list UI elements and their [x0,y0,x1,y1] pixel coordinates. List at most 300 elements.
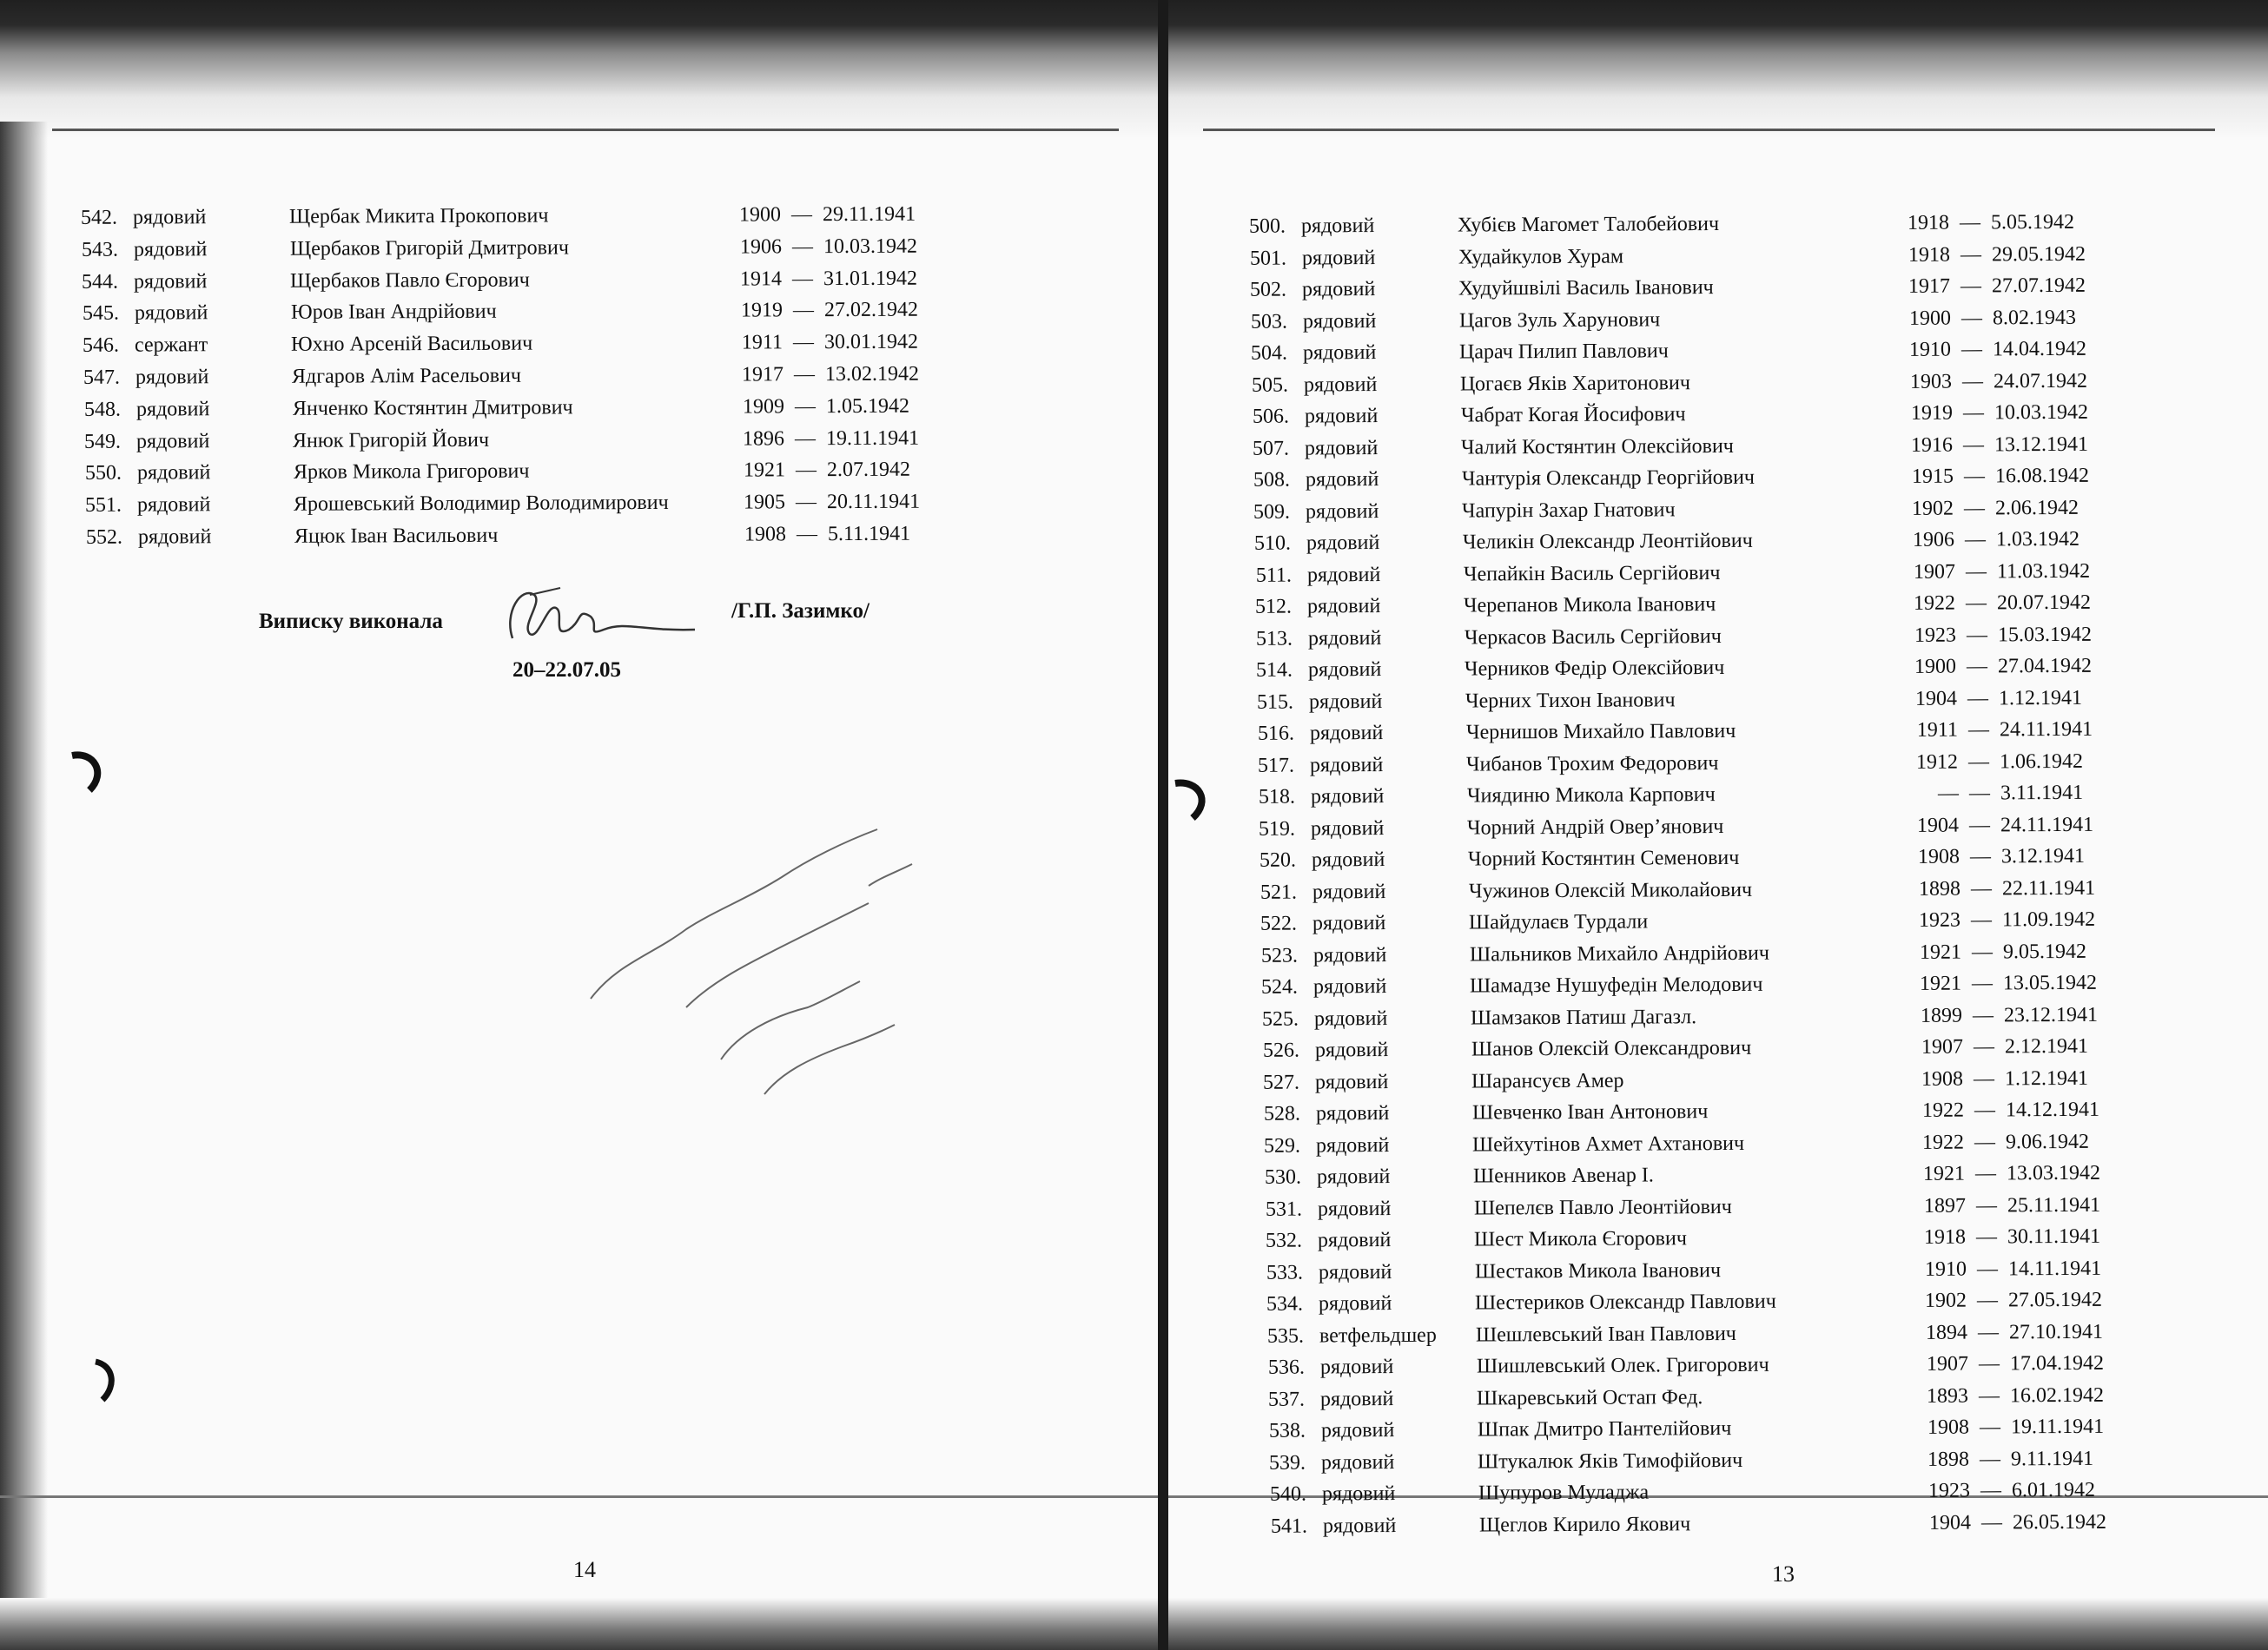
death-date: 29.11.1941 [822,202,916,227]
soldier-name: Ярков Микола Григорович [293,459,530,485]
record-row [1230,1065,2126,1095]
birth-year: 1905 [744,491,786,514]
soldier-name: Янченко Костянтин Дмитрович [292,396,573,420]
record-number: 508. [1253,468,1290,492]
record-row [1219,367,2115,398]
record-number: 502. [1250,278,1287,301]
date-separator: — [792,267,814,290]
record-row [1234,1318,2131,1349]
record-number: 546. [83,333,120,358]
record-number: 541. [1270,1515,1307,1538]
death-date: 25.11.1941 [2007,1193,2100,1217]
scan-shadow-top [1168,0,2268,139]
death-date: 2.07.1942 [826,459,910,482]
record-row [1221,526,2118,557]
military-rank: рядовий [1310,785,1385,808]
record-row [1238,1508,2134,1539]
date-separator: — [1971,908,1993,932]
birth-year: 1917 [1908,274,1951,298]
birth-year: 1911 [742,331,784,354]
record-number: 511. [1255,564,1292,587]
record-row [1235,1350,2132,1381]
record-row [1227,874,2124,905]
soldier-name: Черепанов Микола Іванович [1464,593,1716,617]
date-separator: — [1962,401,1984,425]
record-row [1222,590,2119,620]
birth-year: 1902 [1912,497,1954,520]
soldier-name: Шкаревський Остап Фед. [1477,1385,1703,1410]
birth-year: 1899 [1920,1004,1963,1027]
soldier-name: Шенников Авенар І. [1472,1164,1654,1188]
record-number: 537. [1268,1388,1306,1411]
military-rank: рядовий [1305,468,1379,492]
birth-year: 1903 [1909,370,1953,393]
date-separator: — [1963,465,1985,488]
birth-year: 1907 [1913,560,1955,584]
death-date: 1.06.1942 [2000,749,2084,773]
record-row [50,360,947,391]
record-row [1226,780,2122,810]
military-rank: рядовий [1307,595,1381,618]
record-number: 510. [1253,531,1292,555]
record-number: 503. [1250,310,1287,333]
date-separator: — [1963,432,1985,457]
military-rank: рядовий [1312,880,1385,903]
military-rank: рядовий [1301,246,1375,269]
record-row [1220,399,2116,430]
birth-year: 1915 [1911,465,1954,488]
record-number: 547. [83,366,121,389]
record-row [1217,273,2113,303]
date-separator: — [1966,623,1987,647]
date-separator: — [1980,1479,2002,1502]
date-separator: — [792,299,814,322]
military-rank: рядовий [1318,1260,1392,1284]
death-date: 27.04.1942 [1998,654,2093,678]
death-date: 13.12.1941 [1994,432,2089,456]
date-separator: — [1972,1003,1994,1027]
birth-year: 1908 [1917,845,1961,868]
soldier-name: Чорний Андрій Овер’янович [1467,815,1724,840]
death-date: 19.11.1941 [826,426,920,450]
birth-year: 1904 [1914,687,1958,710]
record-number: 524. [1261,975,1299,999]
soldier-name: Черкасов Василь Сергійович [1464,624,1722,650]
record-number: 507. [1253,437,1290,460]
record-number: 543. [81,238,118,261]
record-number: 542. [80,206,118,229]
death-date: 17.04.1942 [2009,1351,2104,1376]
soldier-name: Чорний Костянтин Семенович [1467,846,1740,871]
scan-shadow-left [0,122,48,1598]
record-row [1227,907,2124,937]
death-date: 16.08.1942 [1994,464,2089,488]
date-separator: — [1971,940,1993,964]
death-date: 1.12.1941 [2005,1066,2089,1090]
soldier-name: Шейхутінов Ахмет Ахтанович [1472,1132,1745,1157]
soldier-name: Шанов Олексій Олександрович [1471,1036,1751,1061]
date-separator: — [1976,1257,1998,1281]
date-separator: — [1978,1352,2000,1376]
record-row [1229,1001,2126,1032]
date-separator: — [1961,274,1982,298]
death-date: 9.06.1942 [2006,1130,2090,1153]
record-row [1220,431,2116,461]
military-rank: рядовий [135,366,209,389]
date-separator: — [1967,686,1989,710]
date-separator: — [1973,1035,1994,1059]
date-separator: — [1961,338,1983,361]
death-date: 23.12.1941 [2003,1003,2099,1026]
birth-year: 1921 [1919,940,1961,964]
death-date: 14.11.1941 [2007,1257,2101,1280]
record-row [1218,304,2114,334]
birth-year: 1918 [1908,243,1950,267]
record-number: 540. [1269,1482,1307,1506]
birth-year: 1908 [1927,1416,1969,1439]
military-rank: рядовий [1302,278,1376,301]
soldier-name: Чантурія Олександр Георгійович [1461,465,1755,491]
record-number: 506. [1252,405,1289,428]
date-separator: — [1968,782,1990,805]
military-rank: рядовий [136,429,210,453]
soldier-name: Чиядиню Микола Карпович [1466,783,1716,808]
birth-year: 1893 [1927,1384,1969,1408]
military-rank: рядовий [1322,1514,1396,1537]
military-rank: рядовий [137,493,211,517]
record-number: 531. [1265,1198,1302,1221]
signature-date: 20–22.07.05 [512,658,621,682]
record-row [1224,684,2120,715]
soldier-name: Шестаков Микола Іванович [1474,1258,1721,1284]
date-separator: — [794,394,816,419]
birth-year: 1907 [1921,1035,1963,1059]
right-page [1168,0,2268,1650]
birth-year: 1919 [1910,401,1953,425]
soldier-name: Шепелєв Павло Леонтійович [1473,1195,1732,1220]
death-date: 11.03.1942 [1996,559,2090,583]
record-number: 509. [1253,500,1291,524]
date-separator: — [791,234,813,259]
death-date: 2.06.1942 [1995,496,2080,519]
record-row [53,520,949,551]
date-separator: — [1979,1383,2000,1408]
soldier-name: Шевченко Іван Антонович [1471,1100,1709,1125]
record-number: 529. [1264,1134,1301,1158]
soldier-name: Черников Федір Олексійович [1465,656,1725,681]
punch-hole-mark [68,747,111,799]
military-rank: рядовий [1306,499,1379,523]
military-rank: рядовий [134,301,208,325]
record-row [1230,1033,2126,1064]
record-row [1220,494,2117,525]
death-date: 20.07.1942 [1997,591,2092,615]
military-rank: рядовий [1321,1482,1396,1506]
military-rank: рядовий [1303,341,1377,365]
record-row [1232,1160,2128,1191]
birth-year: 1906 [739,235,782,259]
death-date: 31.01.1942 [823,267,918,290]
record-number: 550. [84,462,122,485]
birth-year: — [1937,782,1959,805]
death-date: 1.12.1941 [1998,686,2083,710]
record-number: 518. [1258,785,1295,808]
record-row [52,489,949,519]
date-separator: — [1974,1099,1995,1122]
death-date: 5.05.1942 [1990,210,2075,234]
record-row [1231,1128,2127,1158]
military-rank: ветфельдшер [1319,1323,1437,1347]
death-date: 13.02.1942 [824,362,920,386]
soldier-name: Штукалюк Яків Тимофійович [1478,1449,1743,1474]
soldier-name: Царач Пилип Павлович [1459,340,1670,364]
record-number: 523. [1260,944,1298,967]
date-separator: — [795,459,817,482]
record-number: 552. [85,525,123,549]
military-rank: рядовий [1308,658,1382,682]
soldier-name: Юхно Арсеній Васильович [291,332,533,356]
birth-year: 1910 [1924,1257,1967,1281]
death-date: 27.10.1941 [2008,1320,2104,1343]
date-separator: — [1969,813,1991,837]
date-separator: — [1974,1162,1997,1185]
military-rank: рядовий [1302,309,1377,333]
date-separator: — [1960,242,1981,267]
record-number: 532. [1266,1229,1303,1252]
signatory-name: /Г.П. Зазимко/ [731,599,870,623]
record-number: 528. [1263,1102,1300,1125]
birth-year: 1900 [738,203,782,227]
military-rank: рядовий [1311,848,1385,872]
soldier-name: Худайкулов Хурам [1458,245,1623,269]
death-date: 24.11.1941 [1999,717,2093,742]
death-date: 8.02.1943 [1992,306,2076,329]
military-rank: рядовий [1320,1387,1394,1410]
military-rank: рядовий [1313,943,1387,967]
death-date: 26.05.1942 [2012,1510,2106,1534]
record-row [1217,241,2113,271]
record-number: 539. [1269,1451,1306,1475]
birth-year: 1921 [1920,972,1962,995]
record-row [1227,843,2123,874]
military-rank: рядовий [1321,1450,1395,1474]
death-date: 19.11.1941 [2010,1415,2104,1439]
military-rank: сержант [135,333,208,357]
military-rank: рядовий [1319,1292,1392,1316]
death-date: 29.05.1942 [1991,242,2086,266]
date-separator: — [1979,1416,2000,1439]
record-number: 514. [1256,658,1293,682]
record-number: 538. [1268,1419,1306,1442]
record-row [50,329,946,360]
page-number: 14 [573,1557,596,1582]
soldier-name: Хубієв Магомет Талобейович [1457,212,1720,237]
military-rank: рядовий [132,206,207,229]
birth-year: 1908 [744,523,787,546]
military-rank: рядовий [1316,1165,1391,1189]
death-date: 27.05.1942 [2008,1288,2103,1312]
military-rank: рядовий [1318,1229,1392,1252]
death-date: 10.03.1942 [823,234,917,258]
birth-year: 1910 [1909,338,1952,361]
soldier-name: Шешлевський Іван Павлович [1475,1322,1736,1347]
soldier-name: Шестериков Олександр Павлович [1475,1290,1777,1315]
soldier-name: Ядгаров Алім Расельович [291,364,522,388]
birth-year: 1907 [1926,1352,1968,1376]
date-separator: — [1966,591,1987,615]
death-date: 22.11.1941 [2001,876,2095,900]
military-rank: рядовий [1300,214,1375,238]
soldier-name: Шарансуєв Амер [1471,1069,1624,1093]
record-number: 504. [1251,341,1288,365]
record-row [1216,209,2113,240]
date-separator: — [1967,718,1989,742]
date-separator: — [1970,876,1992,901]
record-number: 500. [1248,214,1286,238]
date-separator: — [1976,1225,1998,1249]
death-date: 11.09.1942 [2002,908,2096,932]
scan-shadow-bottom [0,1598,1160,1650]
date-separator: — [1980,1447,2001,1471]
birth-year: 1914 [740,267,783,291]
record-number: 533. [1266,1261,1303,1284]
military-rank: рядовий [1317,1197,1391,1220]
death-date: 9.05.1942 [2002,940,2086,963]
date-separator: — [795,426,817,450]
record-row [48,201,944,231]
birth-year: 1922 [1921,1099,1964,1122]
soldier-name: Челикін Олександр Леонтійович [1462,529,1753,554]
birth-year: 1917 [741,363,784,386]
death-date: 13.03.1942 [2006,1161,2101,1185]
date-separator: — [1967,655,1988,678]
death-date: 24.07.1942 [1993,369,2088,393]
page-number: 13 [1772,1561,1795,1587]
record-number: 512. [1255,595,1293,618]
birth-year: 1894 [1925,1321,1968,1344]
soldier-name: Чапурін Захар Гнатович [1462,498,1676,523]
death-date: 30.11.1941 [2007,1224,2101,1249]
birth-year: 1921 [743,459,785,482]
record-row [50,297,946,327]
soldier-name: Цогаєв Яків Харитонович [1459,371,1690,396]
birth-year: 1922 [1922,1131,1965,1154]
record-number: 536. [1267,1356,1305,1379]
soldier-name: Янюк Григорій Йович [293,428,490,452]
soldier-name: Цагов Зуль Харунович [1458,307,1661,333]
death-date: 1.05.1942 [825,394,909,418]
record-row [49,233,945,263]
soldier-name: Ярошевський Володимир Володимирович [294,492,670,516]
military-rank: рядовий [1310,753,1384,776]
birth-year: 1898 [1918,877,1961,901]
soldier-name: Юров Іван Андрійович [290,300,497,325]
birth-year: 1923 [1927,1479,1971,1502]
date-separator: — [790,203,813,227]
record-row [1228,970,2125,1000]
date-separator: — [1972,972,1994,995]
date-separator: — [1977,1289,1999,1312]
signature-label: Виписку виконала [259,610,443,633]
record-row [1225,748,2121,778]
death-date: 14.04.1942 [1993,337,2087,361]
date-separator: — [1969,845,1992,868]
record-number: 505. [1251,373,1289,397]
death-date: 27.07.1942 [1992,274,2086,298]
record-number: 521. [1260,881,1297,904]
death-date: 5.11.1941 [827,522,911,546]
record-number: 549. [84,430,122,453]
soldier-name: Чепайкін Василь Сергійович [1463,561,1721,586]
military-rank: рядовий [1316,1133,1390,1157]
birth-year: 1918 [1924,1225,1967,1249]
record-row [51,393,948,423]
death-date: 14.12.1941 [2005,1098,2099,1122]
birth-year: 1919 [740,299,783,322]
record-row [51,425,948,455]
military-rank: рядовий [1313,975,1387,999]
record-number: 516. [1257,722,1294,745]
record-number: 545. [82,302,119,326]
birth-year: 1912 [1916,750,1959,774]
record-row [1220,463,2117,493]
military-rank: рядовий [1311,816,1385,840]
death-date: 1.03.1942 [1995,527,2080,551]
date-separator: — [1959,211,1981,234]
record-row [1225,716,2121,747]
military-rank: рядовий [1315,1102,1390,1125]
date-separator: — [1974,1130,1996,1154]
military-rank: рядовий [136,398,209,421]
soldier-name: Чабрат Когая Йосифович [1460,403,1686,427]
record-number: 527. [1263,1071,1300,1094]
death-date: 13.05.1942 [2003,971,2098,995]
birth-year: 1923 [1914,624,1956,647]
date-separator: — [796,491,817,514]
birth-year: 1922 [1914,591,1956,615]
date-separator: — [1965,559,1987,584]
birth-year: 1904 [1917,814,1960,837]
military-rank: рядовий [137,525,212,549]
death-date: 24.11.1941 [2000,813,2094,836]
death-date: 3.11.1941 [2000,781,2083,805]
birth-year: 1923 [1919,908,1961,932]
military-rank: рядовий [134,269,208,294]
record-number: 534. [1266,1292,1304,1316]
birth-year: 1918 [1907,211,1950,234]
birth-year: 1902 [1925,1289,1967,1312]
record-number: 535. [1266,1324,1305,1348]
military-rank: рядовий [1315,1070,1389,1093]
scan-line-bottom [0,1495,1160,1498]
soldier-name: Черних Тихон Іванович [1465,688,1676,713]
birth-year: 1911 [1916,718,1958,742]
date-separator: — [793,331,815,354]
record-row [1223,653,2119,683]
record-row [1231,1097,2127,1127]
record-row [1228,938,2125,968]
soldier-name: Шамадзе Нушуфедін Мелодович [1470,973,1763,998]
record-number: 544. [82,270,119,294]
date-separator: — [793,363,816,386]
record-number: 526. [1262,1039,1299,1062]
death-date: 30.01.1942 [824,330,919,354]
military-rank: рядовий [1307,626,1382,650]
record-number: 525. [1261,1007,1299,1031]
record-row [1235,1382,2132,1412]
birth-year: 1909 [742,395,784,419]
record-row [1233,1255,2130,1285]
